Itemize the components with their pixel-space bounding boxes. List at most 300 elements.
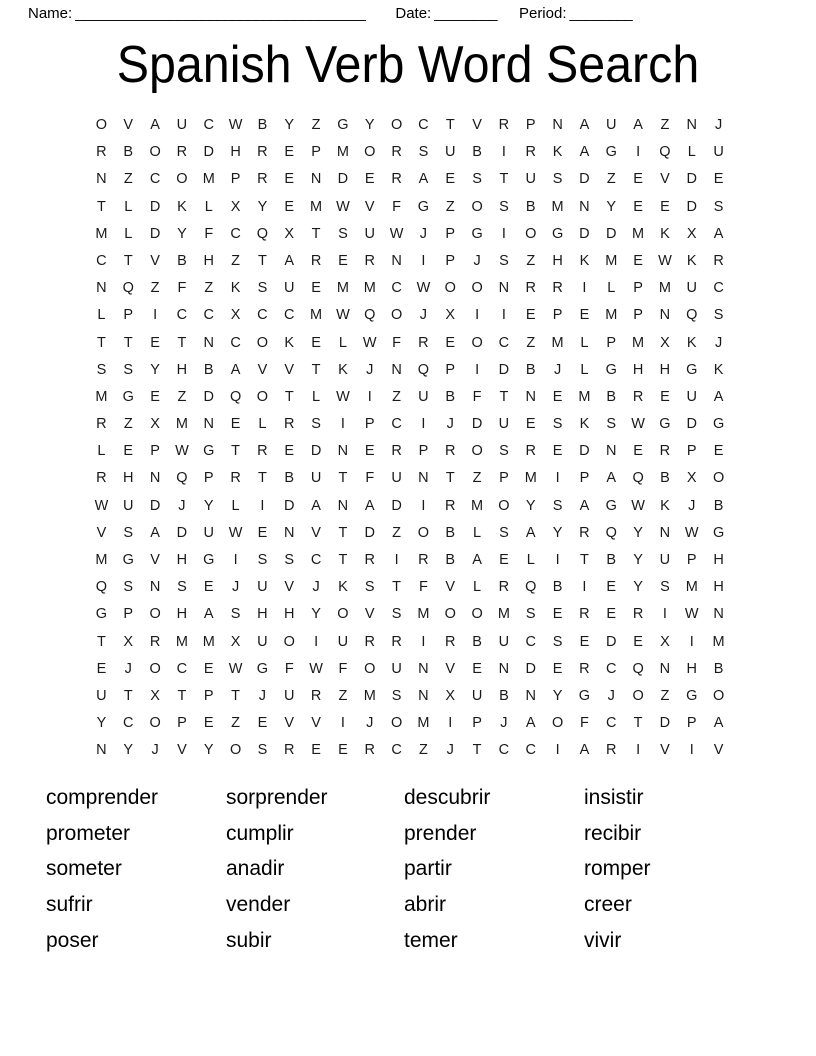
grid-cell[interactable]: B <box>713 660 724 677</box>
grid-cell[interactable]: I <box>367 388 372 405</box>
grid-cell[interactable]: E <box>713 171 724 188</box>
grid-cell[interactable]: N <box>203 416 214 433</box>
grid-cell[interactable]: U <box>284 280 295 297</box>
grid-cell[interactable]: V <box>284 579 295 596</box>
grid-cell[interactable]: L <box>124 198 133 215</box>
grid-cell[interactable]: O <box>712 470 725 487</box>
grid-cell[interactable]: U <box>498 633 510 650</box>
grid-cell[interactable]: N <box>498 280 510 297</box>
grid-cell[interactable]: Z <box>660 687 670 704</box>
grid-cell[interactable]: W <box>631 497 645 514</box>
grid-cell[interactable]: G <box>605 361 617 378</box>
grid-cell[interactable]: M <box>175 633 188 650</box>
grid-cell[interactable]: O <box>417 524 430 541</box>
word-list-item[interactable]: sufrir <box>46 893 93 917</box>
grid-cell[interactable]: P <box>472 715 482 732</box>
grid-cell[interactable]: D <box>149 497 161 514</box>
grid-cell[interactable]: P <box>686 552 697 568</box>
grid-cell[interactable]: O <box>471 198 483 215</box>
grid-cell[interactable]: X <box>230 307 241 324</box>
grid-cell[interactable]: R <box>579 606 590 623</box>
grid-cell[interactable]: Q <box>122 280 134 297</box>
grid-cell[interactable]: K <box>686 252 697 269</box>
grid-cell[interactable]: D <box>149 198 161 215</box>
grid-cell[interactable]: F <box>365 470 375 487</box>
grid-cell[interactable]: H <box>713 579 724 596</box>
grid-cell[interactable]: M <box>685 579 698 596</box>
grid-cell[interactable]: P <box>686 443 697 460</box>
grid-cell[interactable]: A <box>525 715 536 732</box>
grid-cell[interactable]: T <box>231 687 240 704</box>
grid-cell[interactable]: O <box>632 687 644 704</box>
grid-cell[interactable]: I <box>689 742 694 759</box>
grid-cell[interactable]: A <box>713 225 724 242</box>
grid-cell[interactable]: T <box>284 388 294 405</box>
grid-cell[interactable]: V <box>445 579 456 596</box>
grid-cell[interactable]: M <box>417 715 430 732</box>
grid-cell[interactable]: G <box>417 198 430 215</box>
grid-cell[interactable]: I <box>260 497 265 514</box>
grid-cell[interactable]: W <box>658 252 672 269</box>
grid-cell[interactable]: O <box>364 660 376 677</box>
grid-cell[interactable]: C <box>418 117 429 133</box>
grid-cell[interactable]: V <box>150 252 160 269</box>
grid-cell[interactable]: T <box>231 443 240 460</box>
grid-cell[interactable]: P <box>418 443 429 460</box>
grid-cell[interactable]: C <box>391 742 402 759</box>
grid-cell[interactable]: W <box>228 524 243 541</box>
grid-cell[interactable]: K <box>686 334 697 351</box>
grid-cell[interactable]: C <box>176 660 188 677</box>
grid-cell[interactable]: S <box>284 552 295 568</box>
grid-cell[interactable]: T <box>445 470 455 487</box>
grid-cell[interactable]: N <box>337 497 349 514</box>
grid-cell[interactable]: Q <box>364 307 376 324</box>
grid-cell[interactable]: U <box>445 144 456 161</box>
grid-cell[interactable]: E <box>96 660 107 677</box>
grid-cell[interactable]: M <box>175 416 188 433</box>
grid-cell[interactable]: B <box>472 144 482 161</box>
grid-cell[interactable]: P <box>177 715 187 732</box>
grid-cell[interactable]: D <box>498 361 510 378</box>
grid-cell[interactable]: K <box>660 225 670 242</box>
grid-cell[interactable]: H <box>659 361 671 378</box>
grid-cell[interactable]: B <box>445 524 456 541</box>
grid-cell[interactable]: M <box>310 198 323 215</box>
grid-cell[interactable]: R <box>525 144 536 161</box>
grid-cell[interactable]: B <box>123 144 134 161</box>
grid-cell[interactable]: J <box>473 252 481 269</box>
grid-cell[interactable]: I <box>314 633 319 650</box>
grid-cell[interactable]: I <box>448 715 453 732</box>
grid-cell[interactable]: V <box>445 660 456 677</box>
grid-cell[interactable]: N <box>418 470 429 487</box>
grid-cell[interactable]: V <box>311 715 321 732</box>
grid-cell[interactable]: U <box>364 225 375 242</box>
grid-cell[interactable]: G <box>337 117 349 133</box>
grid-cell[interactable]: W <box>94 497 109 514</box>
grid-cell[interactable]: Y <box>96 715 107 732</box>
grid-cell[interactable]: D <box>284 497 295 514</box>
grid-cell[interactable]: N <box>713 606 724 623</box>
grid-cell[interactable]: Y <box>123 742 134 759</box>
grid-cell[interactable]: O <box>229 742 242 759</box>
grid-cell[interactable]: X <box>686 225 697 242</box>
grid-cell[interactable]: S <box>177 579 187 596</box>
grid-cell[interactable]: N <box>284 524 295 541</box>
grid-cell[interactable]: E <box>633 443 643 460</box>
grid-cell[interactable]: R <box>418 552 429 568</box>
grid-cell[interactable]: S <box>418 144 429 161</box>
grid-cell[interactable]: Y <box>203 497 214 514</box>
grid-cell[interactable]: X <box>230 633 241 650</box>
grid-cell[interactable]: A <box>364 497 375 514</box>
grid-cell[interactable]: J <box>366 361 374 378</box>
grid-cell[interactable]: C <box>525 742 536 759</box>
grid-cell[interactable]: Z <box>123 416 133 433</box>
grid-cell[interactable]: Y <box>177 225 187 242</box>
word-list-item[interactable]: anadir <box>226 857 285 881</box>
grid-cell[interactable]: N <box>391 252 402 269</box>
grid-cell[interactable]: U <box>284 687 295 704</box>
grid-cell[interactable]: K <box>284 334 295 351</box>
grid-cell[interactable]: A <box>579 144 590 161</box>
grid-cell[interactable]: I <box>394 552 399 568</box>
grid-cell[interactable]: B <box>445 552 456 568</box>
grid-cell[interactable]: T <box>257 470 267 487</box>
grid-cell[interactable]: M <box>605 252 618 269</box>
period-blank-line[interactable]: ________ <box>569 4 633 22</box>
grid-cell[interactable]: F <box>338 660 348 677</box>
grid-cell[interactable]: C <box>391 416 402 433</box>
grid-cell[interactable]: O <box>390 307 403 324</box>
grid-cell[interactable]: E <box>445 171 456 188</box>
grid-cell[interactable]: H <box>176 606 188 623</box>
grid-cell[interactable]: E <box>150 388 160 405</box>
grid-cell[interactable]: J <box>714 334 723 351</box>
grid-cell[interactable]: C <box>176 307 188 324</box>
grid-cell[interactable]: R <box>310 252 322 269</box>
grid-cell[interactable]: Z <box>311 117 321 133</box>
grid-cell[interactable]: R <box>391 171 402 188</box>
grid-cell[interactable]: P <box>311 144 321 161</box>
grid-cell[interactable]: N <box>96 742 107 759</box>
grid-cell[interactable]: R <box>257 171 268 188</box>
grid-cell[interactable]: E <box>579 633 590 650</box>
grid-cell[interactable]: I <box>421 416 426 433</box>
grid-cell[interactable]: C <box>203 117 214 133</box>
grid-cell[interactable]: H <box>686 660 697 677</box>
grid-cell[interactable]: S <box>552 497 563 514</box>
grid-cell[interactable]: D <box>686 416 697 433</box>
grid-cell[interactable]: N <box>498 660 510 677</box>
grid-cell[interactable]: D <box>686 198 697 215</box>
grid-cell[interactable]: P <box>150 443 160 460</box>
grid-cell[interactable]: D <box>686 171 697 188</box>
grid-cell[interactable]: O <box>390 117 403 133</box>
grid-cell[interactable]: R <box>445 633 456 650</box>
grid-cell[interactable]: T <box>633 715 643 732</box>
grid-cell[interactable]: G <box>122 552 134 568</box>
grid-cell[interactable]: Q <box>229 388 242 405</box>
grid-cell[interactable]: L <box>526 552 535 568</box>
grid-cell[interactable]: J <box>366 715 374 732</box>
grid-cell[interactable]: C <box>310 552 322 568</box>
name-blank-line[interactable]: _____________________________________ <box>75 4 366 22</box>
grid-cell[interactable]: Y <box>552 687 563 704</box>
grid-cell[interactable]: J <box>553 361 562 378</box>
grid-cell[interactable]: B <box>552 579 563 596</box>
grid-cell[interactable]: A <box>472 552 482 568</box>
grid-cell[interactable]: T <box>579 552 589 568</box>
word-list-item[interactable]: subir <box>226 928 272 952</box>
word-list-item[interactable]: partir <box>404 857 452 881</box>
grid-cell[interactable]: Y <box>606 198 617 215</box>
grid-cell[interactable]: S <box>230 606 241 623</box>
grid-cell[interactable]: F <box>579 715 589 732</box>
grid-cell[interactable]: I <box>501 144 506 161</box>
grid-cell[interactable]: I <box>421 497 426 514</box>
grid-cell[interactable]: X <box>150 687 160 704</box>
grid-cell[interactable]: E <box>284 443 295 460</box>
grid-cell[interactable]: M <box>578 388 591 405</box>
grid-cell[interactable]: U <box>310 470 322 487</box>
grid-cell[interactable]: O <box>390 715 403 732</box>
grid-cell[interactable]: H <box>123 470 134 487</box>
grid-cell[interactable]: O <box>471 443 483 460</box>
grid-cell[interactable]: B <box>660 470 670 487</box>
grid-cell[interactable]: L <box>231 497 240 514</box>
grid-cell[interactable]: A <box>311 497 321 514</box>
grid-cell[interactable]: B <box>472 633 482 650</box>
grid-cell[interactable]: N <box>686 117 697 133</box>
grid-cell[interactable]: H <box>632 361 644 378</box>
grid-cell[interactable]: I <box>421 633 426 650</box>
grid-cell[interactable]: B <box>445 388 456 405</box>
grid-cell[interactable]: U <box>471 687 483 704</box>
grid-cell[interactable]: E <box>284 198 295 215</box>
grid-cell[interactable]: R <box>606 742 617 759</box>
grid-cell[interactable]: B <box>177 252 187 269</box>
grid-cell[interactable]: L <box>607 280 616 297</box>
grid-cell[interactable]: T <box>472 742 482 759</box>
grid-cell[interactable]: J <box>688 497 696 514</box>
grid-cell[interactable]: M <box>95 225 108 242</box>
grid-cell[interactable]: J <box>500 715 508 732</box>
grid-cell[interactable]: O <box>712 687 725 704</box>
grid-cell[interactable]: R <box>310 687 322 704</box>
grid-cell[interactable]: S <box>552 633 563 650</box>
grid-cell[interactable]: C <box>257 307 268 324</box>
grid-cell[interactable]: W <box>631 416 645 433</box>
grid-cell[interactable]: R <box>445 443 456 460</box>
grid-cell[interactable]: W <box>336 307 350 324</box>
grid-cell[interactable]: G <box>686 687 698 704</box>
grid-cell[interactable]: F <box>204 225 214 242</box>
grid-cell[interactable]: T <box>392 579 401 596</box>
grid-cell[interactable]: I <box>636 742 641 759</box>
grid-cell[interactable]: V <box>713 742 724 759</box>
grid-cell[interactable]: M <box>95 552 108 568</box>
grid-cell[interactable]: M <box>336 144 349 161</box>
grid-cell[interactable]: A <box>418 171 429 188</box>
grid-cell[interactable]: L <box>258 416 267 433</box>
grid-cell[interactable]: D <box>606 225 617 242</box>
grid-cell[interactable]: T <box>96 198 106 215</box>
grid-cell[interactable]: I <box>501 225 506 242</box>
grid-cell[interactable]: Q <box>256 225 269 242</box>
grid-cell[interactable]: G <box>686 361 698 378</box>
grid-cell[interactable]: I <box>340 715 345 732</box>
grid-cell[interactable]: B <box>284 470 295 487</box>
grid-cell[interactable]: S <box>257 280 268 297</box>
grid-cell[interactable]: J <box>419 225 428 242</box>
grid-cell[interactable]: P <box>445 225 456 242</box>
grid-cell[interactable]: A <box>203 606 214 623</box>
grid-cell[interactable]: P <box>525 117 536 133</box>
grid-cell[interactable]: Y <box>284 117 295 133</box>
grid-cell[interactable]: C <box>284 307 295 324</box>
grid-cell[interactable]: P <box>579 470 590 487</box>
grid-cell[interactable]: A <box>633 117 643 133</box>
grid-cell[interactable]: R <box>96 144 107 161</box>
grid-cell[interactable]: E <box>445 334 456 351</box>
grid-cell[interactable]: T <box>123 334 133 351</box>
grid-cell[interactable]: N <box>96 280 107 297</box>
grid-cell[interactable]: U <box>418 388 429 405</box>
word-list-item[interactable]: abrir <box>404 893 447 917</box>
grid-cell[interactable]: M <box>712 633 725 650</box>
grid-cell[interactable]: K <box>177 198 187 215</box>
grid-cell[interactable]: V <box>284 715 295 732</box>
word-list-item[interactable]: prender <box>404 821 477 845</box>
grid-cell[interactable]: S <box>123 579 134 596</box>
grid-cell[interactable]: Y <box>150 361 160 378</box>
grid-cell[interactable]: K <box>713 361 724 378</box>
grid-cell[interactable]: G <box>659 416 671 433</box>
grid-cell[interactable]: H <box>203 252 214 269</box>
grid-cell[interactable]: L <box>97 307 106 324</box>
grid-cell[interactable]: G <box>256 660 269 677</box>
grid-cell[interactable]: Z <box>472 470 482 487</box>
grid-cell[interactable]: D <box>391 497 402 514</box>
grid-cell[interactable]: C <box>391 280 402 297</box>
grid-cell[interactable]: M <box>551 198 564 215</box>
grid-cell[interactable]: L <box>312 388 321 405</box>
grid-cell[interactable]: R <box>176 144 188 161</box>
grid-cell[interactable]: P <box>606 334 617 351</box>
grid-cell[interactable]: B <box>257 117 268 133</box>
grid-cell[interactable]: N <box>391 361 402 378</box>
grid-cell[interactable]: A <box>579 117 590 133</box>
grid-cell[interactable]: E <box>660 388 670 405</box>
grid-cell[interactable]: E <box>338 742 348 759</box>
grid-cell[interactable]: R <box>257 443 268 460</box>
grid-cell[interactable]: O <box>256 388 269 405</box>
grid-cell[interactable]: L <box>338 334 347 351</box>
grid-cell[interactable]: E <box>364 443 375 460</box>
grid-cell[interactable]: E <box>311 742 321 759</box>
grid-cell[interactable]: U <box>123 497 134 514</box>
grid-cell[interactable]: G <box>471 225 483 242</box>
word-search-grid[interactable] <box>88 112 732 765</box>
grid-cell[interactable]: D <box>149 225 161 242</box>
grid-cell[interactable]: P <box>123 606 134 623</box>
grid-cell[interactable]: F <box>284 660 294 677</box>
grid-cell[interactable]: M <box>605 307 618 324</box>
grid-cell[interactable]: A <box>150 117 160 133</box>
grid-cell[interactable]: Q <box>632 660 644 677</box>
grid-cell[interactable]: U <box>337 633 349 650</box>
grid-cell[interactable]: Y <box>311 606 321 623</box>
grid-cell[interactable]: E <box>633 633 643 650</box>
grid-cell[interactable]: V <box>284 361 295 378</box>
grid-cell[interactable]: E <box>552 388 563 405</box>
grid-cell[interactable]: E <box>284 144 295 161</box>
grid-cell[interactable]: E <box>552 443 563 460</box>
grid-cell[interactable]: Y <box>633 552 643 568</box>
grid-cell[interactable]: C <box>96 252 107 269</box>
grid-cell[interactable]: X <box>230 198 241 215</box>
grid-cell[interactable]: R <box>713 252 724 269</box>
grid-cell[interactable]: R <box>364 252 375 269</box>
grid-cell[interactable]: T <box>123 252 133 269</box>
grid-cell[interactable]: U <box>391 470 402 487</box>
grid-cell[interactable]: D <box>659 715 671 732</box>
grid-cell[interactable]: C <box>123 715 134 732</box>
grid-cell[interactable]: I <box>475 361 480 378</box>
word-list-item[interactable]: temer <box>404 928 458 952</box>
grid-cell[interactable]: T <box>338 470 348 487</box>
grid-cell[interactable]: R <box>418 334 429 351</box>
grid-cell[interactable]: E <box>633 252 643 269</box>
grid-cell[interactable]: Q <box>659 144 671 161</box>
grid-cell[interactable]: R <box>96 416 107 433</box>
grid-cell[interactable]: F <box>392 198 401 215</box>
grid-cell[interactable]: C <box>230 225 241 242</box>
grid-cell[interactable]: D <box>364 524 375 541</box>
grid-cell[interactable]: G <box>551 225 564 242</box>
grid-cell[interactable]: R <box>96 470 107 487</box>
grid-cell[interactable]: N <box>525 388 536 405</box>
grid-cell[interactable]: O <box>444 280 456 297</box>
grid-cell[interactable]: E <box>257 715 268 732</box>
grid-cell[interactable]: I <box>421 252 426 269</box>
grid-cell[interactable]: L <box>473 579 482 596</box>
grid-cell[interactable]: T <box>338 552 348 568</box>
grid-cell[interactable]: Z <box>123 171 133 188</box>
grid-cell[interactable]: S <box>552 171 563 188</box>
grid-cell[interactable]: Y <box>633 524 643 541</box>
grid-cell[interactable]: M <box>632 334 645 351</box>
grid-cell[interactable]: U <box>391 660 402 677</box>
grid-cell[interactable]: W <box>362 334 377 351</box>
grid-cell[interactable]: K <box>338 361 348 378</box>
grid-cell[interactable]: N <box>337 443 349 460</box>
grid-cell[interactable]: I <box>555 552 560 568</box>
grid-cell[interactable]: N <box>606 443 617 460</box>
grid-cell[interactable]: B <box>203 361 214 378</box>
grid-cell[interactable]: L <box>580 334 589 351</box>
grid-cell[interactable]: Q <box>525 579 537 596</box>
grid-cell[interactable]: O <box>471 606 483 623</box>
grid-cell[interactable]: S <box>525 606 536 623</box>
grid-cell[interactable]: Q <box>632 470 644 487</box>
grid-cell[interactable]: E <box>552 660 563 677</box>
grid-cell[interactable]: N <box>659 660 671 677</box>
grid-cell[interactable]: S <box>713 198 724 215</box>
grid-cell[interactable]: S <box>96 361 107 378</box>
